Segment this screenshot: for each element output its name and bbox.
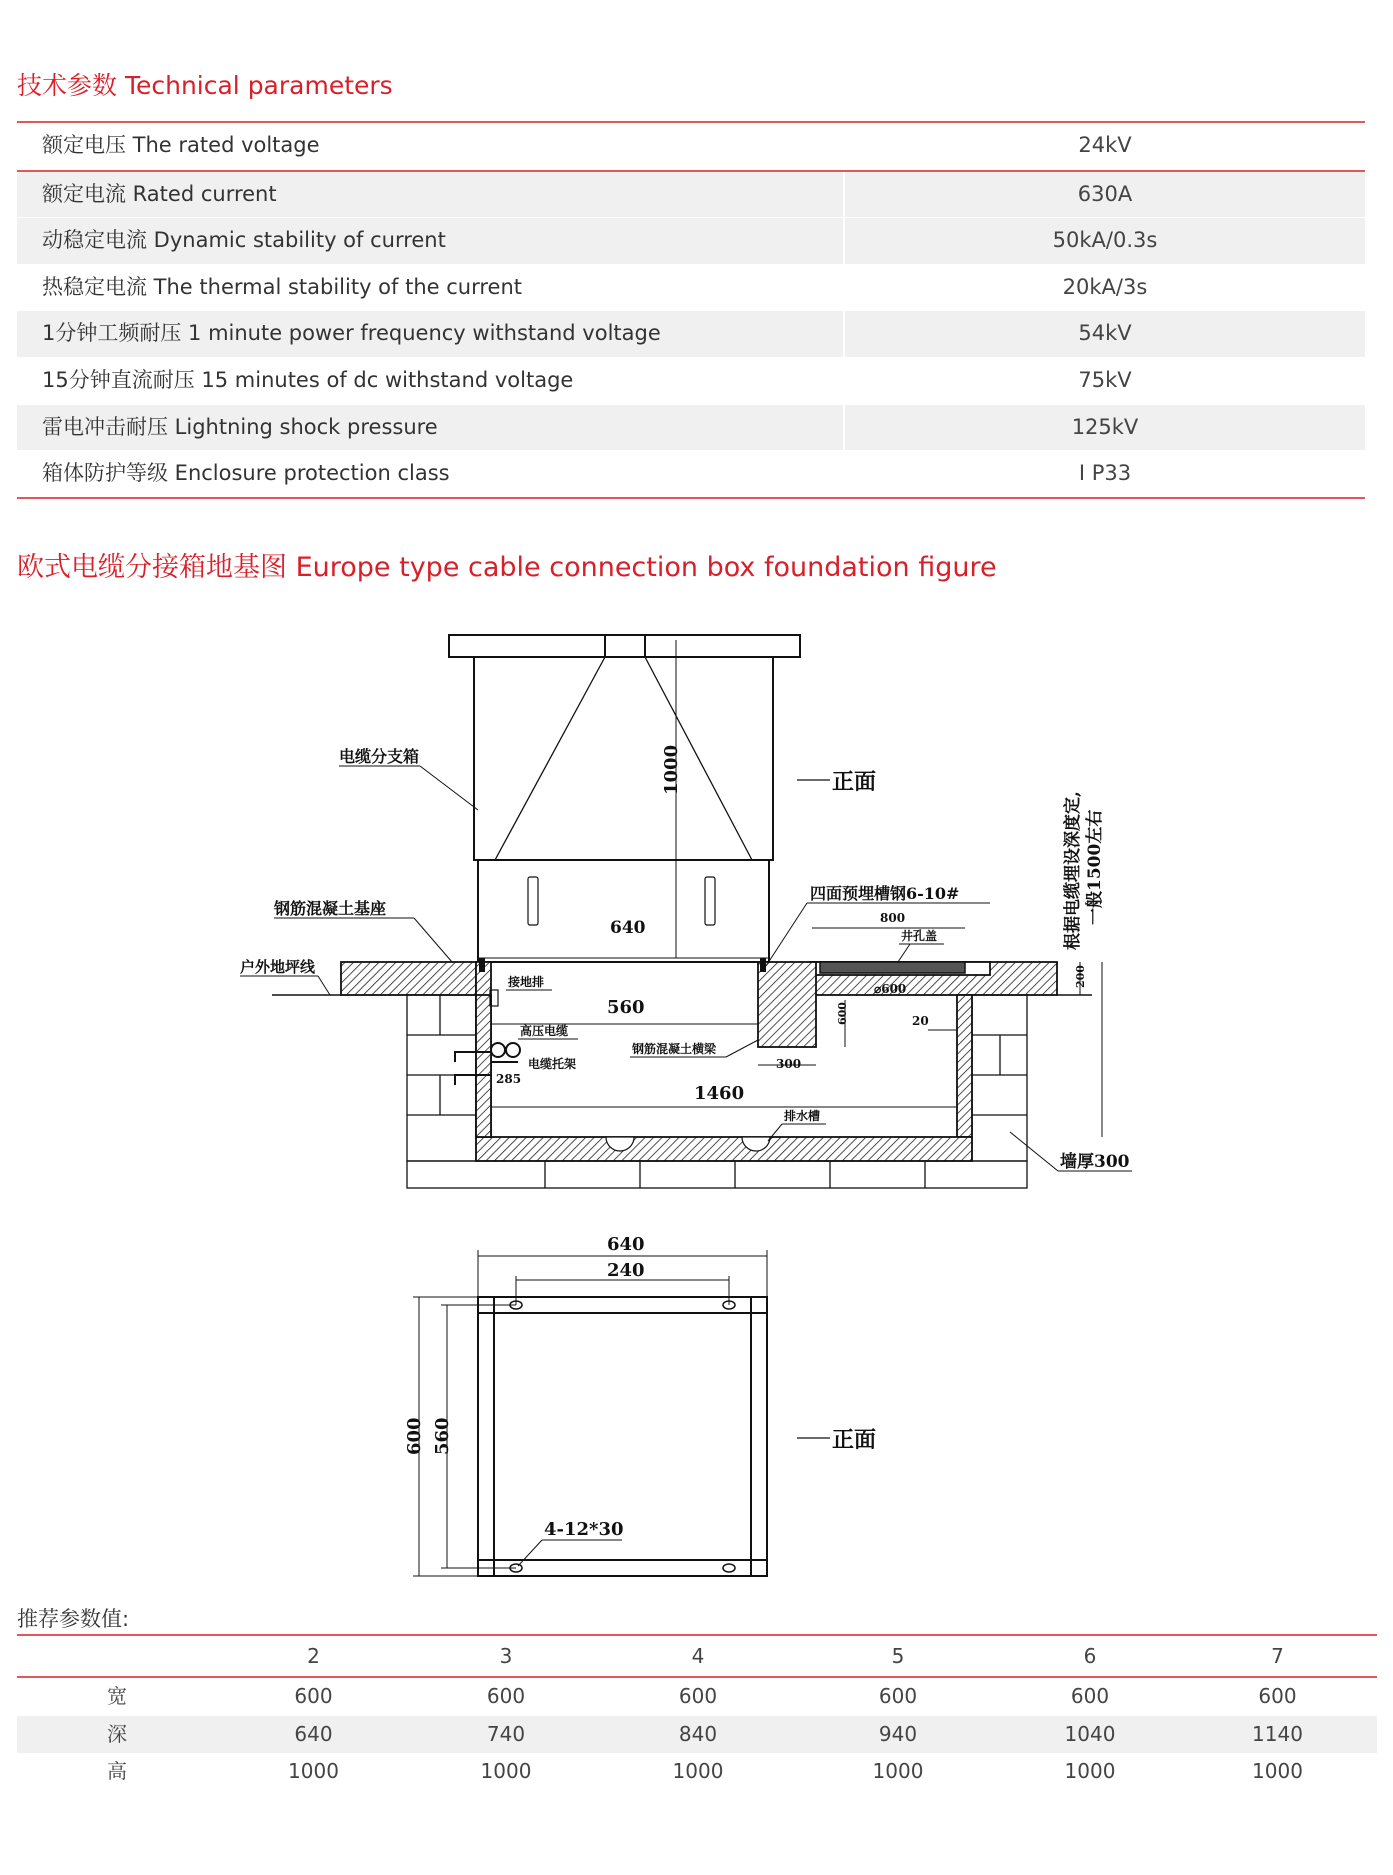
ground-label: 户外地坪线 bbox=[240, 958, 316, 976]
param-value: 54kV bbox=[1078, 321, 1132, 346]
table-header-row bbox=[17, 1636, 1377, 1678]
cabinet-label: 电缆分支箱 bbox=[339, 747, 420, 766]
row-label: 宽 bbox=[107, 1684, 127, 1708]
table-cell: 600 bbox=[1070, 1684, 1110, 1708]
cabinet-graphic bbox=[449, 635, 800, 962]
dim-285-label: 285 bbox=[496, 1072, 522, 1086]
param-value: I P33 bbox=[1078, 461, 1132, 486]
table-row bbox=[17, 405, 1365, 452]
plan-holes-label: 4-12*30 bbox=[544, 1519, 624, 1540]
table-cell: 740 bbox=[486, 1721, 526, 1746]
foundation-drawing bbox=[230, 615, 1155, 1595]
table-row bbox=[17, 1678, 1377, 1716]
param-value: 75kV bbox=[1078, 367, 1132, 392]
depth-note-2: 一般1500左右 bbox=[1085, 809, 1105, 925]
param-label: 箱体防护等级 Enclosure protection class bbox=[42, 461, 450, 486]
recommended-values-table bbox=[17, 1636, 1377, 1791]
param-value: 50kA/0.3s bbox=[1052, 228, 1158, 253]
wall-label: 墙厚300 bbox=[1060, 1152, 1130, 1172]
table-cell: 1000 bbox=[288, 1759, 339, 1783]
row-label: 深 bbox=[107, 1721, 127, 1746]
table-row bbox=[17, 265, 1365, 312]
table-cell: 1040 bbox=[1064, 1721, 1116, 1746]
table-cell: 940 bbox=[878, 1721, 918, 1746]
param-label: 1分钟工频耐压 1 minute power frequency withstand voltage bbox=[42, 321, 661, 346]
manhole-cover bbox=[820, 962, 965, 973]
dim-200-label: 200 bbox=[1074, 965, 1087, 988]
param-value: 20kA/3s bbox=[1062, 274, 1148, 299]
foundation-graphic bbox=[341, 962, 1057, 1161]
hv-cable-label: 高压电缆 bbox=[520, 1024, 569, 1038]
dim-800-label: 800 bbox=[880, 911, 906, 925]
plan-dim-600-label: 600 bbox=[404, 1417, 425, 1455]
table-row bbox=[17, 1753, 1377, 1791]
table-cell: 600 bbox=[878, 1684, 918, 1708]
table-cell: 1000 bbox=[872, 1759, 924, 1783]
header-cell: 5 bbox=[891, 1644, 905, 1668]
param-label: 额定电压 The rated voltage bbox=[42, 133, 320, 157]
table-cell: 640 bbox=[294, 1721, 333, 1746]
dim-560-label: 560 bbox=[607, 997, 645, 1018]
table-row bbox=[17, 451, 1365, 499]
param-label: 15分钟直流耐压 15 minutes of dc withstand voltage bbox=[42, 367, 574, 392]
dim-600-label: 600 bbox=[836, 1002, 849, 1025]
table-cell: 600 bbox=[486, 1684, 526, 1708]
plan-dim-560-label: 560 bbox=[432, 1417, 453, 1455]
header-cell: 2 bbox=[307, 1644, 320, 1668]
dim-phi600-label: ⌀600 bbox=[874, 982, 907, 996]
channel-steel-label: 四面预埋槽钢6-10# bbox=[810, 884, 960, 903]
plan-dim-240-label: 240 bbox=[607, 1260, 645, 1281]
table-cell: 600 bbox=[1258, 1684, 1297, 1708]
table-row bbox=[17, 123, 1365, 170]
table-row bbox=[17, 358, 1365, 405]
table-cell: 600 bbox=[678, 1684, 718, 1708]
header-cell: 6 bbox=[1083, 1644, 1097, 1668]
recommended-values-label: 推荐参数值: bbox=[17, 1607, 130, 1631]
base-label: 钢筋混凝土基座 bbox=[274, 899, 387, 918]
table-cell: 1000 bbox=[1252, 1759, 1303, 1783]
foundation-figure-title: 欧式电缆分接箱地基图 Europe type cable connection box foundation figure bbox=[17, 552, 997, 583]
param-label: 动稳定电流 Dynamic stability of current bbox=[42, 228, 446, 253]
technical-parameters-table bbox=[17, 123, 1365, 499]
table-row bbox=[17, 170, 1365, 219]
row-label: 高 bbox=[107, 1759, 127, 1783]
beam-label: 钢筋混凝土横梁 bbox=[632, 1042, 717, 1056]
technical-parameters-title: 技术参数 Technical parameters bbox=[17, 71, 393, 100]
ground-bar-label: 接地排 bbox=[508, 975, 545, 989]
header-cell: 3 bbox=[499, 1644, 513, 1668]
header-cell: 4 bbox=[691, 1644, 705, 1668]
plan-dim-640-label: 640 bbox=[607, 1234, 645, 1255]
param-value: 24kV bbox=[1078, 133, 1132, 157]
param-label: 雷电冲击耐压 Lightning shock pressure bbox=[42, 414, 438, 439]
param-value: 630A bbox=[1077, 181, 1133, 206]
table-cell: 1000 bbox=[1064, 1759, 1116, 1783]
table-row bbox=[17, 218, 1365, 265]
cable-tray-label: 电缆托架 bbox=[528, 1057, 577, 1071]
manhole-label: 井孔盖 bbox=[901, 929, 938, 943]
dimension-lines bbox=[478, 640, 769, 958]
param-value: 125kV bbox=[1071, 414, 1139, 439]
table-cell: 1140 bbox=[1252, 1721, 1303, 1746]
param-label: 热稳定电流 The thermal stability of the current bbox=[42, 274, 522, 299]
dim-300-label: 300 bbox=[776, 1057, 802, 1071]
table-cell: 600 bbox=[294, 1684, 333, 1708]
table-cell: 1000 bbox=[480, 1759, 532, 1783]
depth-note-1: 根据电缆埋设深度定, bbox=[1063, 791, 1083, 950]
table-row bbox=[17, 311, 1365, 358]
front-label: 正面 bbox=[832, 769, 877, 795]
table-cell: 1000 bbox=[672, 1759, 724, 1783]
table-row bbox=[17, 1716, 1377, 1754]
dim-640-label: 640 bbox=[610, 918, 646, 938]
header-cell: 7 bbox=[1271, 1644, 1284, 1668]
channel-steel-marks bbox=[479, 958, 766, 972]
dim-1000-label: 1000 bbox=[661, 744, 682, 795]
dim-1460-label: 1460 bbox=[694, 1083, 745, 1104]
plan-front-label: 正面 bbox=[832, 1427, 877, 1453]
dim-20-label: 20 bbox=[912, 1014, 929, 1028]
param-label: 额定电流 Rated current bbox=[42, 181, 277, 206]
drain-label: 排水槽 bbox=[784, 1109, 821, 1123]
table-cell: 840 bbox=[678, 1721, 718, 1746]
